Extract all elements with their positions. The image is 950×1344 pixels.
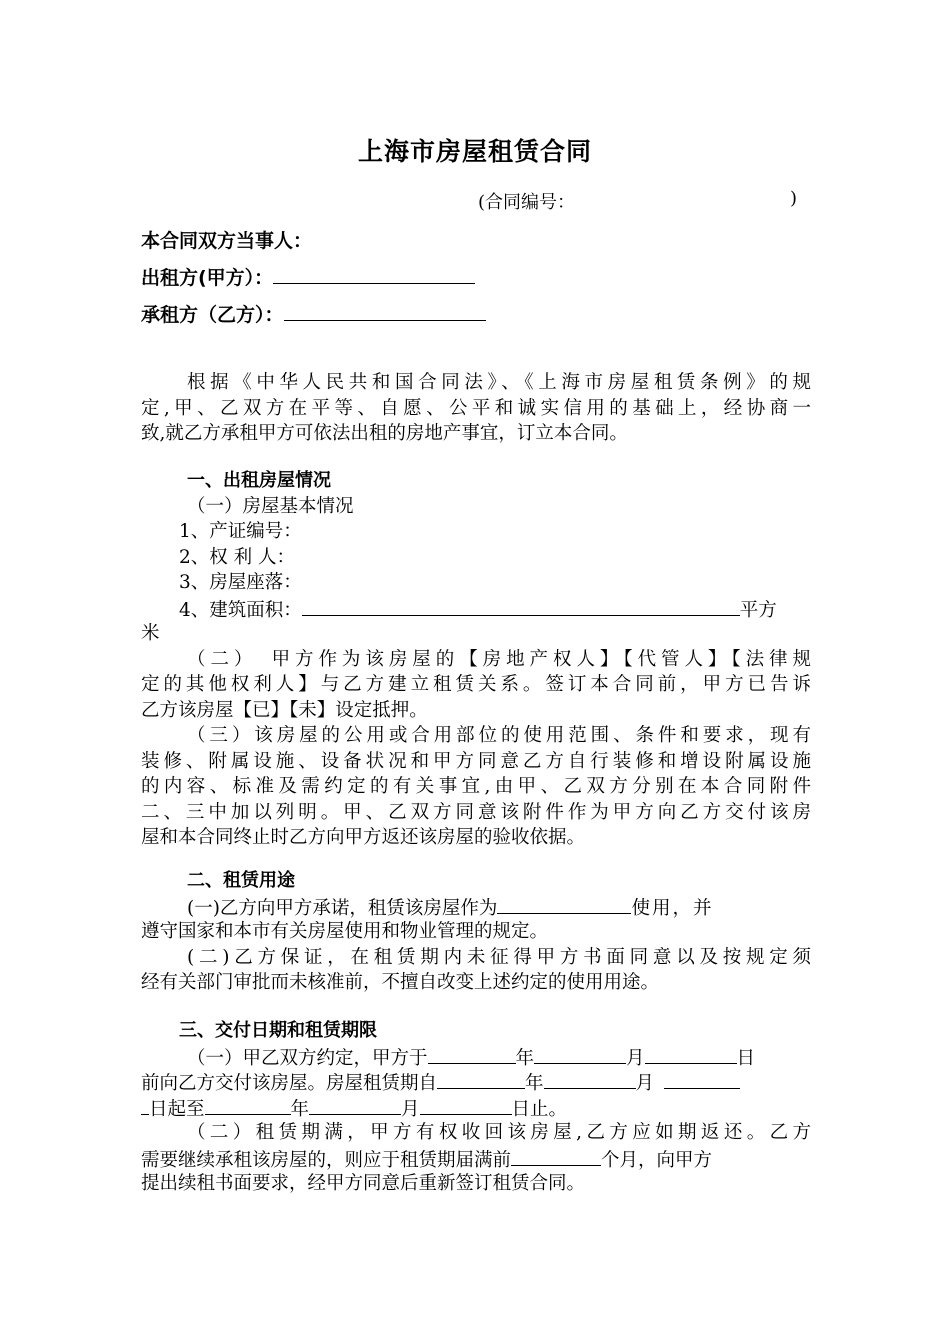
lessee-name-blank[interactable]: [284, 302, 486, 321]
section-1-sub1: （一）房屋基本情况: [187, 495, 354, 517]
start-year-blank[interactable]: [437, 1069, 525, 1089]
renewal-tail: 个月，向甲方: [601, 1149, 713, 1171]
term-end-tail: 日止。: [511, 1098, 568, 1120]
cert-number-label: 1、产证编号：: [179, 521, 302, 542]
preamble-line: 致,就乙方承租甲方可依法出租的房地产事宜，订立本合同。: [141, 423, 628, 444]
delivery-month-blank[interactable]: [534, 1044, 626, 1064]
area-line: [141, 596, 811, 622]
location-label: 3、房屋座落：: [179, 572, 302, 593]
section-3: [141, 1018, 811, 1197]
start-day-blank[interactable]: [664, 1069, 740, 1089]
s1-p2-line: 定的其他权利人】与乙方建立租赁关系。签订本合同前，甲方已告诉: [141, 674, 811, 695]
day-label: 日: [736, 1047, 756, 1069]
delivery-day-blank[interactable]: [645, 1044, 737, 1064]
s2-p1-text: (一)乙方向甲方承诺，租赁该房屋作为: [187, 897, 498, 919]
s2-p1-line: [141, 894, 811, 920]
s2-p2-line: 经有关部门审批而未核准前，不擅自改变上述约定的使用用途。: [141, 972, 660, 993]
month-label: 月: [635, 1073, 655, 1094]
area-unit: 平方: [739, 599, 777, 621]
s3-p1-line1: [141, 1044, 811, 1070]
renewal-months-blank[interactable]: [511, 1146, 601, 1166]
lessee-label: 承租方（乙方）：: [141, 304, 284, 326]
s1-p3-line: 二、三中加以列明。甲、乙双方同意该附件作为甲方向乙方交付该房: [141, 801, 811, 823]
parties-intro: 本合同双方当事人：: [141, 230, 313, 252]
area-blank[interactable]: [302, 596, 740, 616]
month-label: 月: [626, 1047, 645, 1069]
s3-p2-line2: [141, 1146, 811, 1172]
s1-p3-line: 屋和本合同终止时乙方向甲方返还该房屋的验收依据。: [141, 827, 586, 848]
s2-p1-line2: 遵守国家和本市有关房屋使用和物业管理的规定。: [141, 921, 549, 942]
preamble: [141, 370, 811, 447]
lessor-line: [141, 263, 475, 290]
end-day-blank[interactable]: [420, 1095, 512, 1115]
area-unit-wrap: 米: [141, 623, 160, 644]
s3-p1-line3: [141, 1095, 811, 1121]
contract-number-label: (合同编号：: [478, 192, 576, 213]
preamble-line: 根据《中华人民共和国合同法》、《上海市房屋租赁条例》的规: [187, 372, 811, 393]
section-3-heading: 三、交付日期和租赁期限: [179, 1020, 377, 1041]
lessor-label: 出租方(甲方）：: [141, 267, 274, 289]
lessee-line: [141, 300, 486, 327]
s2-p1-tail: 使用，并: [631, 897, 714, 919]
delivery-year-blank[interactable]: [428, 1044, 516, 1064]
section-2-heading: 二、租赁用途: [187, 870, 295, 891]
s2-p2-line: (二)乙方保证，在租赁期内未征得甲方书面同意以及按规定须: [187, 946, 811, 968]
year-label: 年: [515, 1047, 535, 1069]
year-label: 年: [290, 1098, 310, 1120]
s1-p2-line: （二） 甲方作为该房屋的【房地产权人】【代管人】【法律规: [187, 648, 811, 670]
s3-p1-text: （一）甲乙双方约定，甲方于: [187, 1047, 428, 1069]
start-month-blank[interactable]: [544, 1069, 636, 1089]
section-1-heading: 一、出租房屋情况: [187, 470, 331, 491]
lessor-name-blank[interactable]: [273, 265, 475, 284]
s1-p3-line: 装修、附属设施、设备状况和甲方同意乙方自行装修和增设附属设施: [141, 750, 811, 772]
s3-p2-line1: （二）租赁期满，甲方有权收回该房屋,乙方应如期返还。乙方: [187, 1122, 811, 1143]
end-month-blank[interactable]: [309, 1095, 401, 1115]
preamble-line: 定,甲、乙双方在平等、自愿、公平和诚实信用的基础上，经协商一: [141, 397, 811, 419]
area-label: 4、建筑面积：: [179, 599, 302, 621]
s3-p2-line3: 提出续租书面要求，经甲方同意后重新签订租赁合同。: [141, 1173, 586, 1194]
term-start-text: 前向乙方交付该房屋。房屋租赁期自: [141, 1073, 438, 1094]
s3-p1-line2: [141, 1069, 811, 1095]
month-label: 月: [401, 1098, 420, 1120]
section-2: [141, 868, 811, 996]
s1-p3-line: 的内容、标准及需约定的有关事宜,由甲、乙双方分别在本合同附件: [141, 776, 811, 797]
start-day-blank-cont[interactable]: [141, 1095, 149, 1115]
term-end-text: 日起至: [149, 1098, 205, 1120]
s1-p2-line: 乙方该房屋【已】【未】设定抵押。: [141, 699, 428, 721]
renewal-text: 需要继续承租该房屋的，则应于租赁期届满前: [141, 1149, 512, 1171]
s1-p3-line: （三）该房屋的公用或合用部位的使用范围、条件和要求，现有: [187, 725, 811, 746]
year-label: 年: [525, 1073, 544, 1094]
contract-number-close: ): [790, 188, 798, 209]
document-title: 上海市房屋租赁合同: [357, 137, 592, 166]
owner-label: 2、权 利 人：: [179, 546, 296, 568]
end-year-blank[interactable]: [205, 1095, 291, 1115]
section-1: [141, 468, 811, 851]
usage-blank[interactable]: [497, 894, 631, 914]
